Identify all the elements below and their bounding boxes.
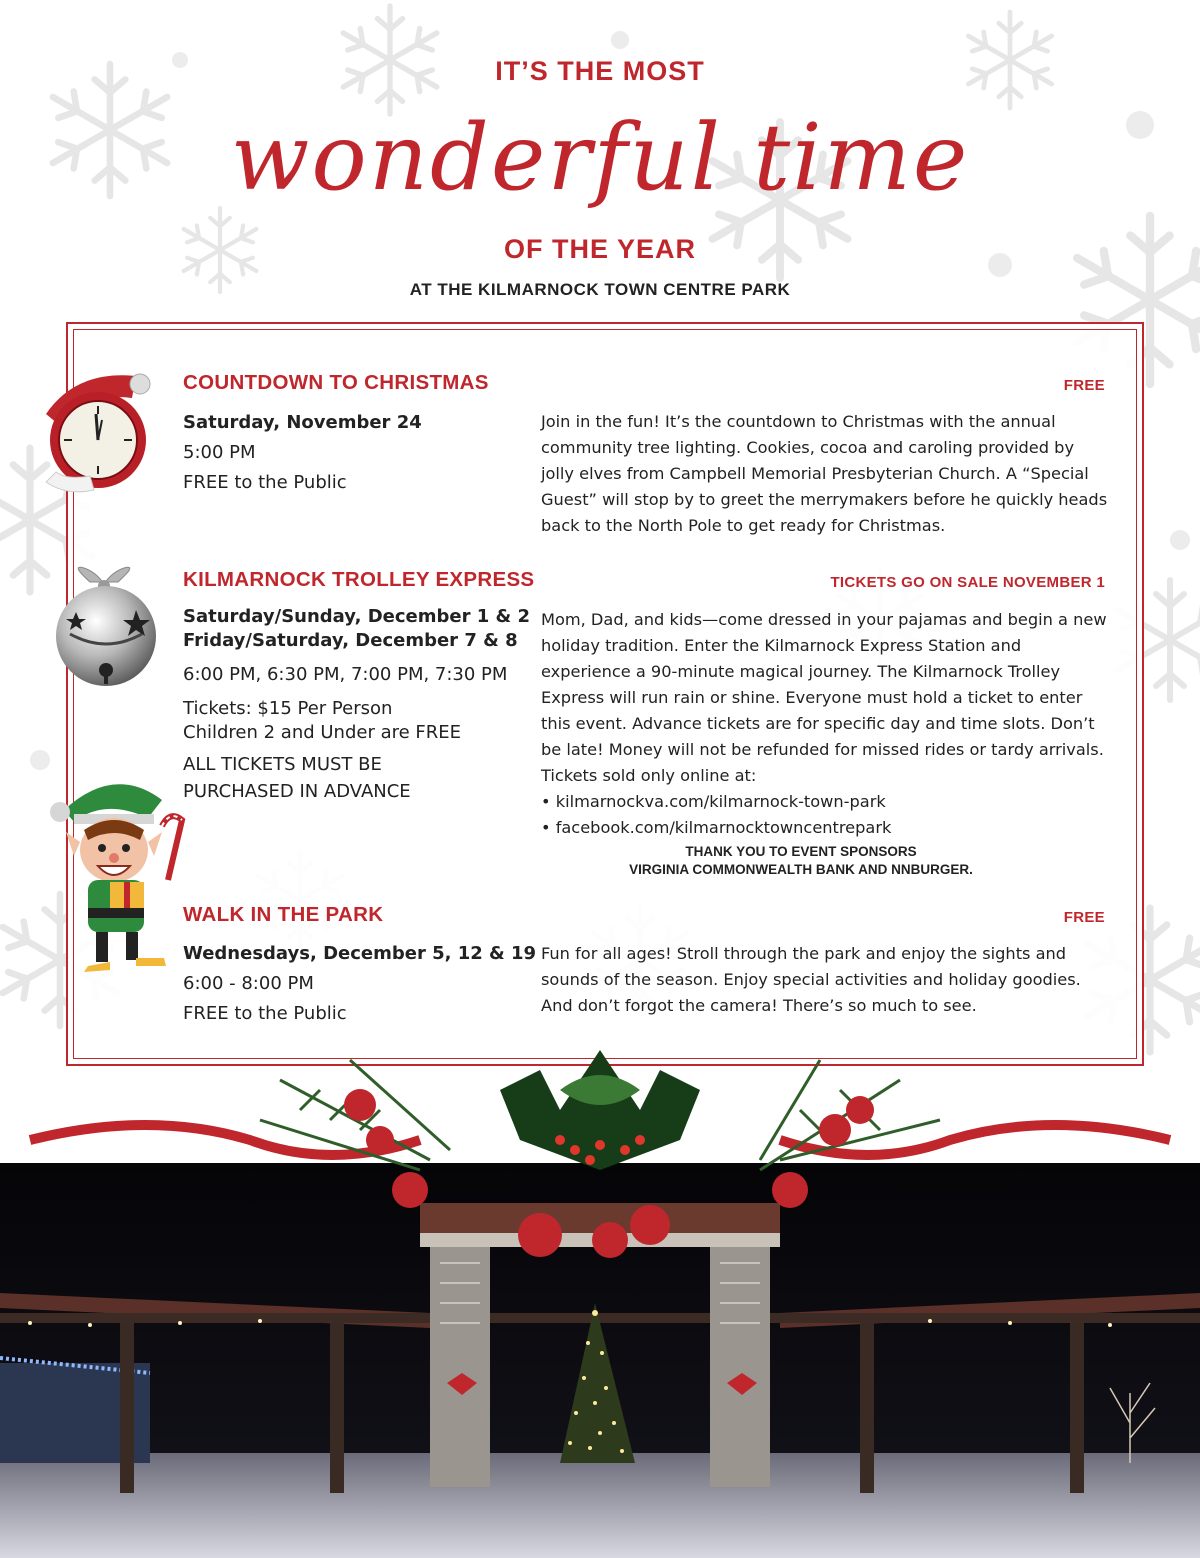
event-description-countdown: Join in the fun! It’s the countdown to Christmas with the annual community tree lighting. Cookies, cocoa and caroling provided by jolly elves from Campbell Memorial Presbyterian Church. A “Special Guest” will stop by to greet the merrymakers before he quickly heads back to the North Pole to get ready for Christmas. (541, 412, 1108, 535)
event-description-walk: Fun for all ages! Stroll through the park and enjoy the sights and sounds of the season. Enjoy special activities and holiday goodies. And don’t forgot the camera! There’s so much to see. (541, 944, 1081, 1015)
event-date: Wednesdays, December 5, 12 & 19 (183, 943, 537, 964)
elf-icon (44, 770, 204, 980)
event-date: Saturday, November 24 (183, 412, 422, 433)
event-title-trolley: KILMARNOCK TROLLEY EXPRESS (183, 568, 535, 591)
header-script-title: wonderful time (230, 104, 970, 211)
event-details-countdown (183, 408, 538, 498)
event-date: Friday/Saturday, December 7 & 8 (183, 630, 518, 651)
header-line-2: OF THE YEAR (503, 234, 697, 264)
event-time: 5:00 PM (183, 442, 256, 463)
event-title-walk: WALK IN THE PARK (183, 903, 384, 926)
event-price: Tickets: $15 Per Person (183, 698, 393, 719)
event-notice: ALL TICKETS MUST BE (183, 754, 382, 775)
event-details-walk (183, 939, 538, 1029)
header-line-1: IT’S THE MOST (495, 56, 705, 86)
holly-garland-icon (0, 1030, 1200, 1290)
link-facebook[interactable]: • facebook.com/kilmarnocktowncentrepark (541, 818, 892, 837)
description-text: Mom, Dad, and kids—come dressed in your pajamas and begin a new holiday tradition. Enter the Kilmarnock Express Station and experience a 90-minute magical journey. The Kilmarnock Trolley Express will run rain or shine. Everyone must hold a ticket to enter this event. Advance tickets are for specific day and time slots. Don’t be late! Money will not be refunded for missed rides or tardy arrivals. Tickets sold only online at: (541, 610, 1107, 785)
clock-ornament-icon (36, 364, 166, 504)
event-price: FREE to the Public (183, 1003, 347, 1024)
event-title-countdown: COUNTDOWN TO CHRISTMAS (183, 371, 489, 394)
sponsor-line-2: VIRGINIA COMMONWEALTH BANK AND NNBURGER. (629, 862, 973, 877)
event-tag-trolley: TICKETS GO ON SALE NOVEMBER 1 (830, 574, 1105, 591)
event-date: Saturday/Sunday, December 1 & 2 (183, 606, 531, 627)
event-details-trolley (183, 605, 538, 805)
link-website[interactable]: • kilmarnockva.com/kilmarnock-town-park (541, 792, 886, 811)
sponsor-line-1: THANK YOU TO EVENT SPONSORS (685, 844, 917, 859)
event-tag-walk: FREE (1063, 909, 1105, 926)
event-time: 6:00 - 8:00 PM (183, 973, 314, 994)
event-notice: PURCHASED IN ADVANCE (183, 781, 411, 802)
event-description-trolley (541, 607, 1111, 879)
event-price: FREE to the Public (183, 472, 347, 493)
event-times: 6:00 PM, 6:30 PM, 7:00 PM, 7:30 PM (183, 664, 508, 685)
jingle-bell-icon (50, 564, 165, 689)
header-subtitle: AT THE KILMARNOCK TOWN CENTRE PARK (409, 280, 791, 299)
event-price-children: Children 2 and Under are FREE (183, 722, 462, 743)
event-tag-countdown: FREE (1063, 377, 1105, 394)
